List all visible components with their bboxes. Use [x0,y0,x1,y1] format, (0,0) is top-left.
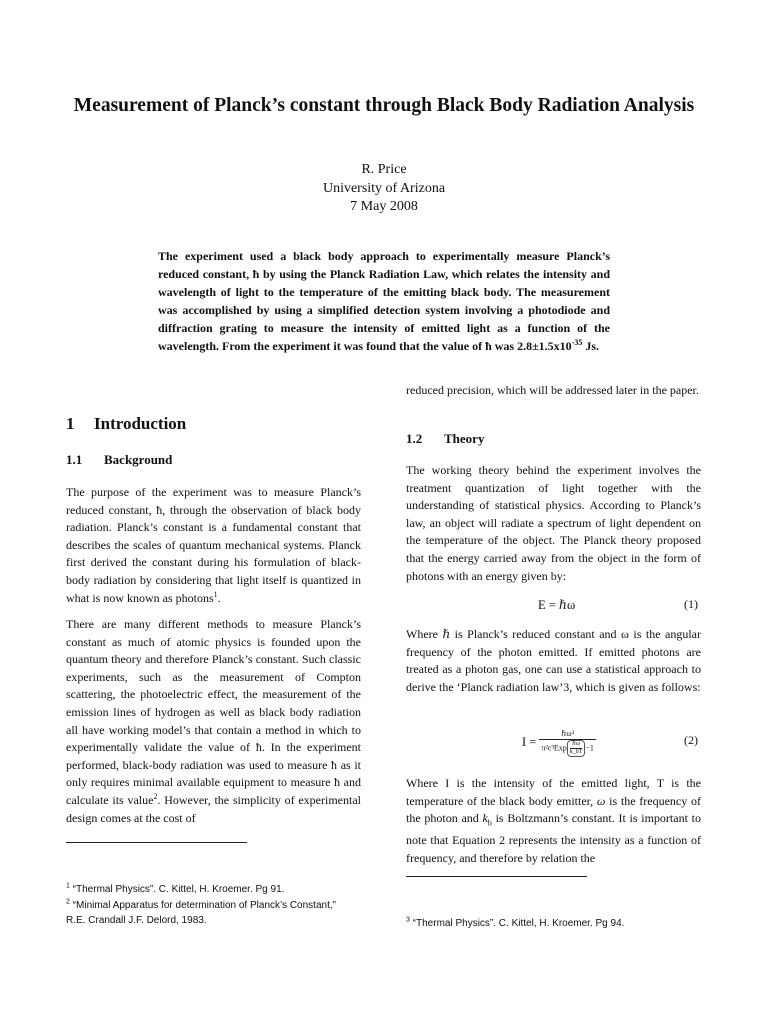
footnote-2 [66,898,356,928]
argument-numerator: ℏω [570,741,583,749]
subsection-title: Theory [444,431,485,446]
paragraph-text: The purpose of the experiment was to measure Planck’s reduced constant, ħ, through the observation of black body radiation. Planck’s constant is a fundamental constant that describes the scales of quantum mechanical systems. Planck first derived the constant during his formulation of black-body radiation by considering that light itself is quantized in what is now known as photons [66,485,361,605]
denominator-suffix: −1 [585,743,594,753]
paragraph-text: There are many different methods to measure Planck’s constant as much of atomic physics is founded upon the quantum theory and therefore Planck’s constant. Such classic experiments, such as the measurement of Compton scattering, the photoelectric effect, the measurement of the emission lines of hydrogen as well as black body radiation all have working model’s that contain a method in which to experimentally validate the value of ħ. In the experiment performed, black-body radiation was used to measure ħ as it only requires minimal available equipment to measure ħ and calculate its value [66,617,361,807]
paragraph-text: The working theory behind the experiment involves the treatment quantization of light together with the understanding of statistical physics. According to Planck’s law, an object will radiate a spectrum of light dependent on the temperature of the object. The Planck theory proposed that the energy carried away from the object in the form of photons with an energy given by: [406,463,701,583]
paragraph-text: Where ℏ is Planck’s reduced constant and ω is the angular frequency of the photon emitted. If emitted photons are treated as a photon gas, one can use a statistical approach to derive the ‘Planck radiation law’3, which is given as follows: [406,627,701,694]
section-heading-introduction [66,414,361,434]
paragraph-text: reduced precision, which will be addressed later in the paper. [406,383,699,397]
footnote-separator [66,842,247,843]
equation-2-fraction [539,728,595,757]
boltzmann-subscript: b [487,818,492,828]
omega-symbol: ω [596,793,606,808]
equation-1-number: (1) [684,597,698,611]
abstract-exponent: -35 [571,338,583,347]
background-paragraph-2 [66,616,361,827]
theory-paragraph-2 [406,626,701,696]
argument-denominator: k_bT [569,749,583,755]
paragraph-end: . [217,590,221,605]
section-number: 1 [66,414,75,433]
footnote-separator [406,876,587,877]
author: R. Price [361,162,407,177]
footnote-mark: 2 [66,898,70,906]
footnote-mark: 1 [66,882,70,890]
abstract-text: The experiment used a black body approach to experimentally measure Planck’s reduced constant, ħ by using the Planck Radiation Law, which relates the intensity and wavelength of light to the temperature of the emitting black body. The measurement was accomplished by using a simplified detection system involving a photodiode and diffraction grating to measure the intensity of emitted light as a function of the wavelength. From the experiment it was found that the value of ħ was 2.8±1.5x10 [158,249,610,353]
date: 7 May 2008 [350,199,418,214]
abstract [158,247,610,355]
paragraph-text: Where I is the intensity of the emitted light, T is the temperature of the black body emitter, [406,776,701,808]
paper-title: Measurement of Planck’s constant through Black Body Radiation Analysis [73,95,695,116]
subsection-number: 1.1 [66,452,83,467]
exponent-argument [567,740,586,757]
equation-1: E = ℏω [538,598,576,612]
footnote-mark: 3 [406,916,410,924]
equation-2-denominator [539,740,595,757]
continued-paragraph [406,382,701,400]
footnote-text: “Thermal Physics”. C. Kittel, H. Kroemer. Pg 91. [69,884,285,895]
subsection-heading-background [66,452,361,468]
footnote-3 [406,916,701,931]
subsection-title: Background [104,452,173,467]
denominator-prefix: π²c³Exp [541,743,567,753]
subsection-number: 1.2 [406,431,423,446]
equation-2-numerator: ℏω³ [539,728,595,740]
footnote-ref-2[interactable]: 2 [153,791,158,801]
paragraph-end: . However, the simplicity of experimental design comes at the cost of [66,792,361,825]
abstract-units: Js. [582,339,600,353]
background-paragraph-1 [66,484,361,607]
paragraph-text: is Boltzmann’s constant. It is important to note that Equation 2 represents the intensity as a function of frequency, and therefore by relation the [406,811,701,865]
section-title: Introduction [94,414,187,433]
footnote-text: “Minimal Apparatus for determination of Planck’s Constant,” R.E. Crandall J.F. Delord, 1983. [66,900,336,926]
affiliation: University of Arizona [322,181,446,196]
paragraph-text: is the frequency of the photon and [406,793,701,826]
subsection-heading-theory [406,431,701,447]
equation-2 [522,728,596,757]
footnote-text: “Thermal Physics”. C. Kittel, H. Kroemer. Pg 94. [409,918,625,929]
theory-paragraph-3 [406,775,701,867]
footnote-1 [66,882,361,897]
equation-2-lhs: I = [522,735,537,749]
theory-paragraph-1 [406,462,701,585]
boltzmann-symbol: k [482,811,488,826]
equation-2-number: (2) [684,733,698,747]
footnote-ref-1[interactable]: 1 [213,589,218,599]
